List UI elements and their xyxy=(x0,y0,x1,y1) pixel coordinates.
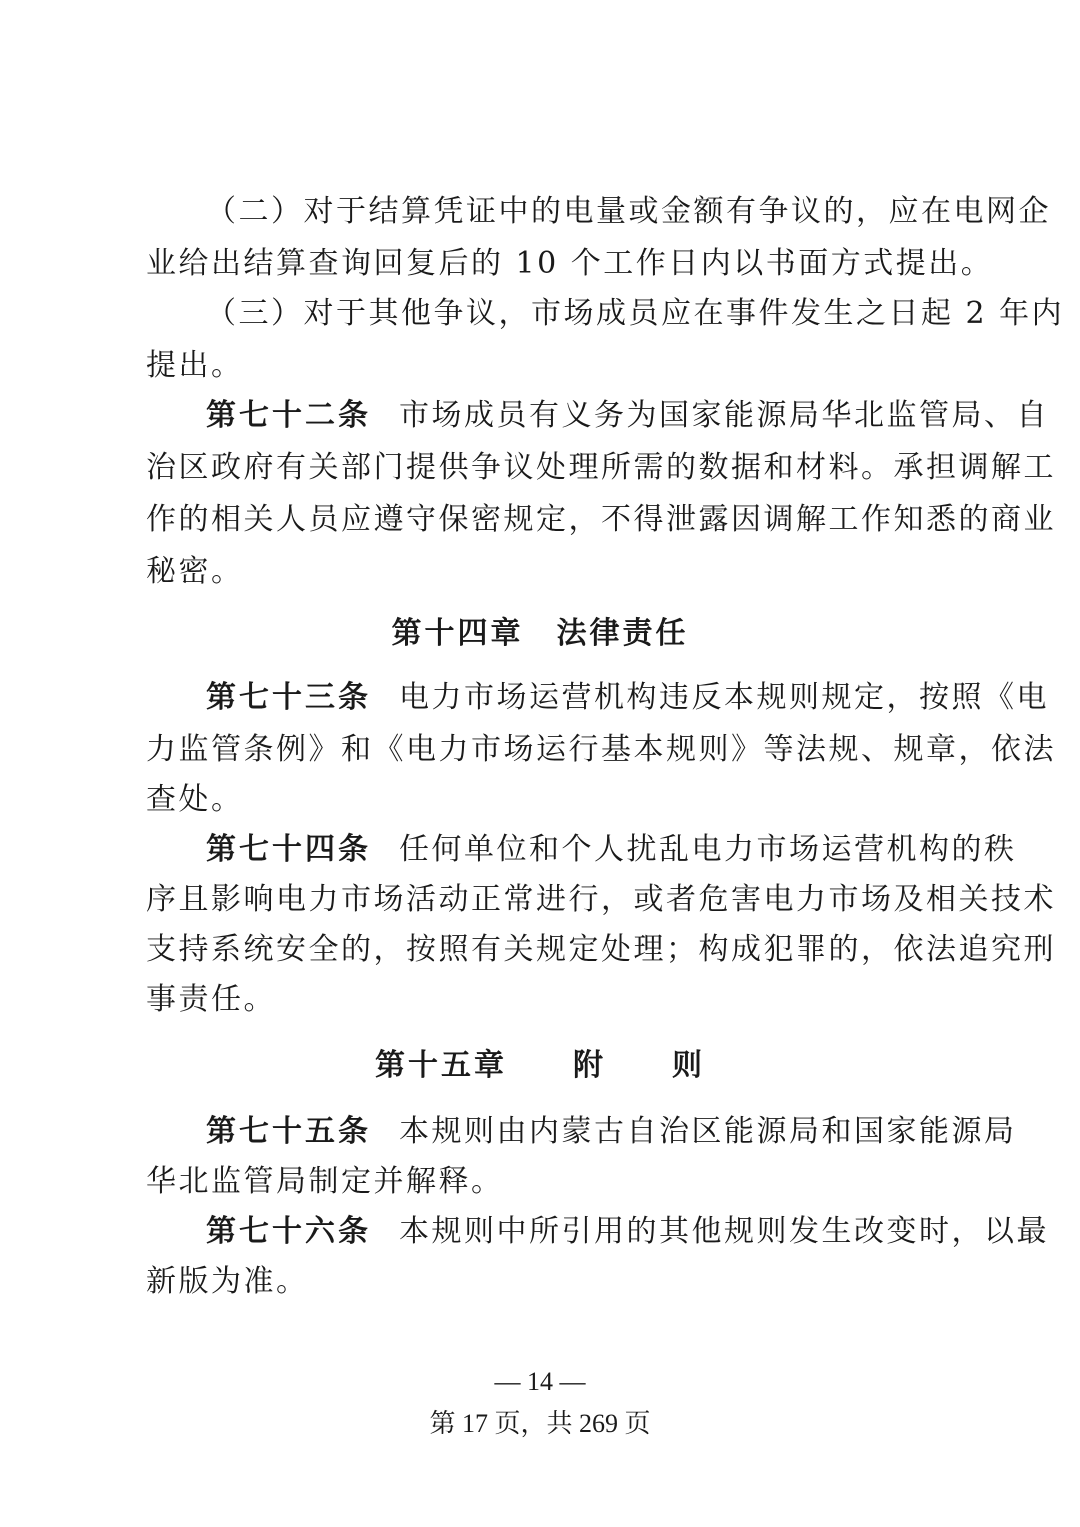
item-2-line-2: 业给出结算查询回复后的 10 个工作日内以书面方式提出。 xyxy=(146,246,994,281)
article-74-line-3: 支持系统安全的，按照有关规定处理；构成犯罪的，依法追究刑 xyxy=(146,932,1056,967)
article-72-heading: 第七十二条 xyxy=(206,398,371,433)
article-72-line-1 xyxy=(206,390,1049,442)
article-75-line-2: 华北监管局制定并解释。 xyxy=(146,1164,504,1199)
article-72-line-2: 治区政府有关部门提供争议处理所需的数据和材料。承担调解工 xyxy=(146,450,1056,485)
page-number: — 14 — xyxy=(494,1367,586,1396)
item-3-line-1: （三）对于其他争议，市场成员应在事件发生之日起 2 年内 xyxy=(206,296,1065,331)
article-76-heading: 第七十六条 xyxy=(206,1214,371,1249)
article-75-heading: 第七十五条 xyxy=(206,1114,371,1149)
article-73-heading: 第七十三条 xyxy=(206,680,371,715)
article-74-line-2: 序且影响电力市场活动正常进行，或者危害电力市场及相关技术 xyxy=(146,882,1056,917)
article-73-line-3: 查处。 xyxy=(146,782,244,817)
article-72-line-3: 作的相关人员应遵守保密规定，不得泄露因调解工作知悉的商业 xyxy=(146,502,1056,537)
article-76-line-1 xyxy=(206,1206,1049,1258)
article-76-line-2: 新版为准。 xyxy=(146,1264,309,1299)
item-3-line-2: 提出。 xyxy=(146,348,244,383)
article-72-text-1: 市场成员有义务为国家能源局华北监管局、自 xyxy=(399,398,1049,433)
item-2-line-1: （二）对于结算凭证中的电量或金额有争议的，应在电网企 xyxy=(206,194,1051,229)
article-74-line-1 xyxy=(206,824,1017,876)
article-74-line-4: 事责任。 xyxy=(146,982,276,1017)
article-75-text-1: 本规则由内蒙古自治区能源局和国家能源局 xyxy=(399,1114,1017,1149)
chapter-15-title: 第十五章 附 则 xyxy=(375,1048,705,1083)
page-count: 第 17 页，共 269 页 xyxy=(429,1409,651,1438)
article-75-line-1 xyxy=(206,1106,1017,1158)
article-76-text-1: 本规则中所引用的其他规则发生改变时，以最 xyxy=(399,1214,1049,1249)
article-74-heading: 第七十四条 xyxy=(206,832,371,867)
article-73-line-1 xyxy=(206,672,1049,724)
article-74-text-1: 任何单位和个人扰乱电力市场运营机构的秩 xyxy=(399,832,1017,867)
article-72-line-4: 秘密。 xyxy=(146,554,244,589)
article-73-line-2: 力监管条例》和《电力市场运行基本规则》等法规、规章，依法 xyxy=(146,732,1056,767)
chapter-14-title: 第十四章 法律责任 xyxy=(391,616,689,651)
article-73-text-1: 电力市场运营机构违反本规则规定，按照《电 xyxy=(399,680,1049,715)
